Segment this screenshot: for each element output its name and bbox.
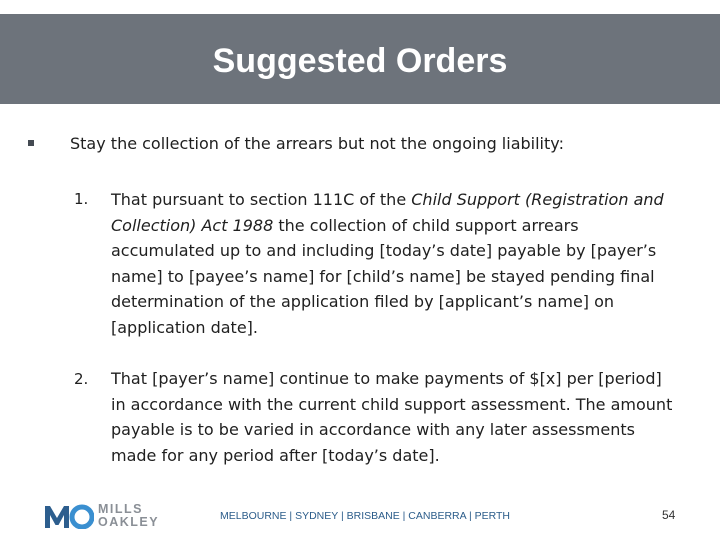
item-line: determination of the application filed by [applicant’s name] on [111,292,615,311]
item-line: made for any period after [today’s date]. [111,445,440,465]
logo-wordmark [98,503,159,529]
list-item [111,366,691,468]
item-line: That pursuant to section 111C of the Child Support (Registration and [111,190,664,209]
slide-title: Suggested Orders [212,42,508,80]
bullet-marker [28,140,34,146]
office-locations: MELBOURNE | SYDNEY | BRISBANE | CANBERRA | PERTH [220,510,511,522]
list-item [111,187,691,340]
item-line: name] to [payee’s name] for [child’s name] be stayed pending final [111,266,655,286]
item-line: in accordance with the current child support assessment. The amount [111,394,673,414]
item-line: payable is to be varied in accordance with any later assessments [111,420,635,439]
logo-line-1: MILLS [98,502,143,516]
logo-line-2: OAKLEY [98,515,160,529]
item-line: [application date]. [111,317,258,337]
item-line: Collection) Act 1988 the collection of child support arrears [111,215,579,235]
item-number: 2. [74,370,89,388]
mo-logo-icon [44,503,94,529]
page-number: 54 [662,508,676,522]
item-line: accumulated up to and including [today’s date] payable by [payer’s [111,241,657,260]
item-number: 1. [74,190,89,208]
item-line: That [payer’s name] continue to make payments of $[x] per [period] [111,369,662,388]
bullet-text: Stay the collection of the arrears but not the ongoing liability: [70,134,564,153]
